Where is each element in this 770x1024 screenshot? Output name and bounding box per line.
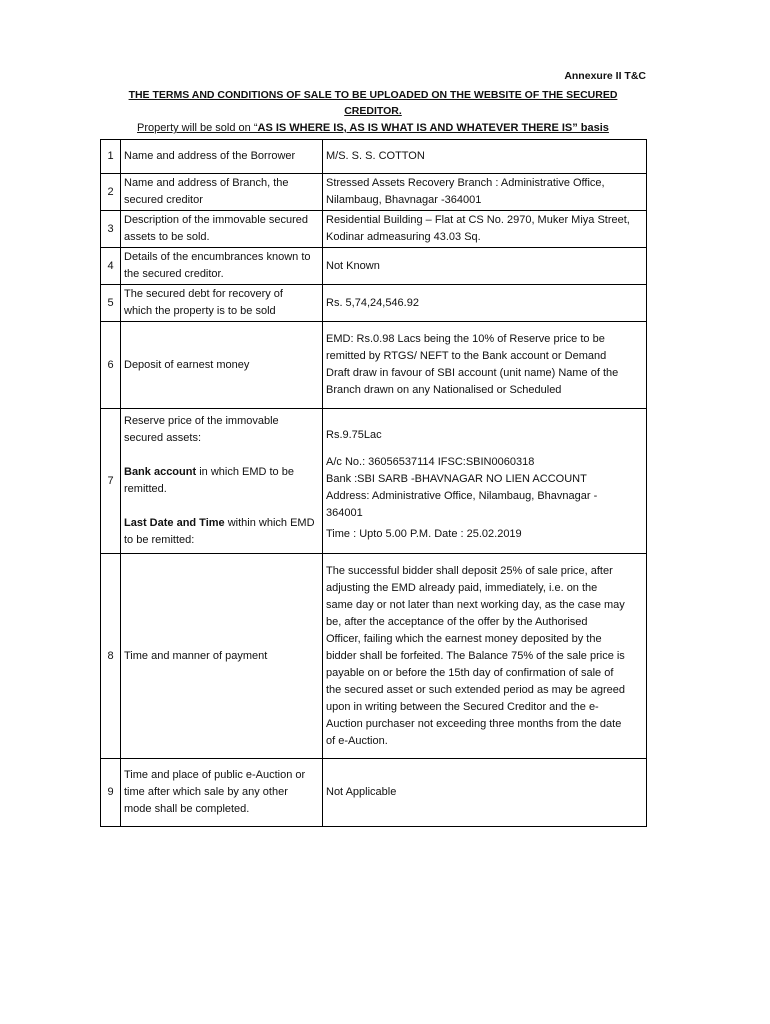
row-value-line: Kodinar admeasuring 43.03 Sq. — [326, 231, 481, 243]
terms-table — [100, 139, 647, 827]
last-date-label: to be remitted: — [124, 534, 195, 546]
row-label-line: Time and place of public e-Auction or — [124, 769, 306, 781]
row-label-line: Details of the encumbrances known to — [124, 251, 311, 263]
row-label-line: Description of the immovable secured — [124, 214, 309, 226]
row-label — [121, 285, 323, 322]
last-date-value: Time : Upto 5.00 P.M. Date : 25.02.2019 — [326, 528, 522, 540]
sale-basis-subtitle — [100, 122, 646, 134]
row-number: 6 — [101, 322, 121, 409]
row-value-line: Residential Building – Flat at CS No. 2970, Muker Miya Street, — [326, 214, 630, 226]
row-label: Deposit of earnest money — [121, 322, 323, 409]
row-value-line: remitted by RTGS/ NEFT to the Bank account or Demand — [326, 350, 607, 362]
row-number: 8 — [101, 554, 121, 759]
row-number: 2 — [101, 174, 121, 211]
row-value-line: upon in writing between the Secured Creditor and the e- — [326, 700, 599, 713]
bank-account-label — [124, 464, 319, 481]
row-value — [323, 211, 647, 248]
table-row — [101, 409, 647, 554]
table-row — [101, 248, 647, 285]
row-label-line: the secured creditor. — [124, 268, 224, 280]
row-value — [323, 554, 647, 759]
row-value-line: Auction purchaser not exceeding three months from the date — [326, 717, 622, 730]
row-value-line: of e-Auction. — [326, 734, 388, 747]
row-label: Time and manner of payment — [121, 554, 323, 759]
row-value: Rs. 5,74,24,546.92 — [323, 285, 647, 322]
row-number: 1 — [101, 140, 121, 174]
row-number: 7 — [101, 409, 121, 554]
row-value — [323, 174, 647, 211]
row-number: 9 — [101, 759, 121, 827]
title-line-2: CREDITOR. — [344, 105, 402, 117]
row-label — [121, 409, 323, 554]
row-value-line: same day or not later than next working day, as the case may — [326, 598, 625, 611]
table-row — [101, 174, 647, 211]
row-label — [121, 248, 323, 285]
row-value-line: payable on or before the 15th day of confirmation of sale of — [326, 666, 614, 679]
reserve-price-label: secured assets: — [124, 432, 202, 444]
row-value: Not Known — [323, 248, 647, 285]
row-number: 5 — [101, 285, 121, 322]
table-row — [101, 211, 647, 248]
row-value-line: Officer, failing which the earnest money deposited by the — [326, 632, 602, 645]
table-row — [101, 759, 647, 827]
row-label — [121, 211, 323, 248]
table-row — [101, 140, 647, 174]
bank-account-bold: Bank account — [124, 466, 197, 478]
row-label-line: which the property is to be sold — [124, 305, 276, 317]
bank-account-value: Address: Administrative Office, Nilambaug, Bhavnagar - — [326, 490, 598, 502]
row-value-line: Draft draw in favour of SBI account (unit name) Name of the — [326, 367, 619, 379]
row-label-line: secured creditor — [124, 194, 203, 206]
bank-account-value: Bank :SBI SARB -BHAVNAGAR NO LIEN ACCOUNT — [326, 473, 587, 485]
bank-account-label: remitted. — [124, 483, 167, 495]
row-label-line: Name and address of Branch, the — [124, 177, 289, 189]
subtitle-prefix: Property will be sold on “ — [137, 122, 258, 134]
reserve-price-label: Reserve price of the immovable — [124, 415, 279, 427]
row-value-line: EMD: Rs.0.98 Lacs being the 10% of Reserve price to be — [326, 333, 605, 345]
document-title — [100, 87, 646, 119]
row-label-line: mode shall be completed. — [124, 803, 250, 815]
bank-account-rest: in which EMD to be — [196, 466, 294, 478]
row-value-line: The successful bidder shall deposit 25% of sale price, after — [326, 564, 613, 577]
table-row — [101, 322, 647, 409]
title-line-1: THE TERMS AND CONDITIONS OF SALE TO BE UPLOADED ON THE WEBSITE OF THE SECURED — [128, 89, 618, 101]
row-value-line: Nilambaug, Bhavnagar -364001 — [326, 194, 482, 206]
row-label-line: time after which sale by any other — [124, 786, 288, 798]
bank-account-value: A/c No.: 36056537114 IFSC:SBIN0060318 — [326, 456, 535, 468]
annexure-label: Annexure II T&C — [564, 70, 646, 82]
row-number: 4 — [101, 248, 121, 285]
subtitle-bold: AS IS WHERE IS, AS IS WHAT IS AND WHATEVER THERE IS” basis — [257, 122, 609, 134]
row-value — [323, 322, 647, 409]
row-value — [323, 409, 647, 554]
row-number: 3 — [101, 211, 121, 248]
row-label — [121, 174, 323, 211]
row-label-line: The secured debt for recovery of — [124, 288, 283, 300]
row-value: Not Applicable — [323, 759, 647, 827]
table-row — [101, 285, 647, 322]
row-label: Name and address of the Borrower — [121, 140, 323, 174]
reserve-price-value: Rs.9.75Lac — [326, 429, 382, 441]
bank-account-value: 364001 — [326, 507, 363, 519]
row-value: M/S. S. S. COTTON — [323, 140, 647, 174]
last-date-rest: within which EMD — [224, 517, 315, 529]
row-value-line: adjusting the EMD already paid, immediately, i.e. on the — [326, 581, 598, 594]
row-value-line: the secured asset or such extended period as may be agreed — [326, 683, 626, 696]
row-label-line: assets to be sold. — [124, 231, 210, 243]
row-value-line: be, after the acceptance of the offer by the Authorised — [326, 615, 588, 628]
row-label — [121, 759, 323, 827]
last-date-bold: Last Date and Time — [124, 517, 225, 529]
table-row — [101, 554, 647, 759]
last-date-label — [124, 515, 319, 532]
row-value-line: bidder shall be forfeited. The Balance 75% of the sale price is — [326, 649, 625, 662]
row-value-line: Branch drawn on any Nationalised or Scheduled — [326, 384, 562, 396]
row-value-line: Stressed Assets Recovery Branch : Administrative Office, — [326, 177, 605, 189]
